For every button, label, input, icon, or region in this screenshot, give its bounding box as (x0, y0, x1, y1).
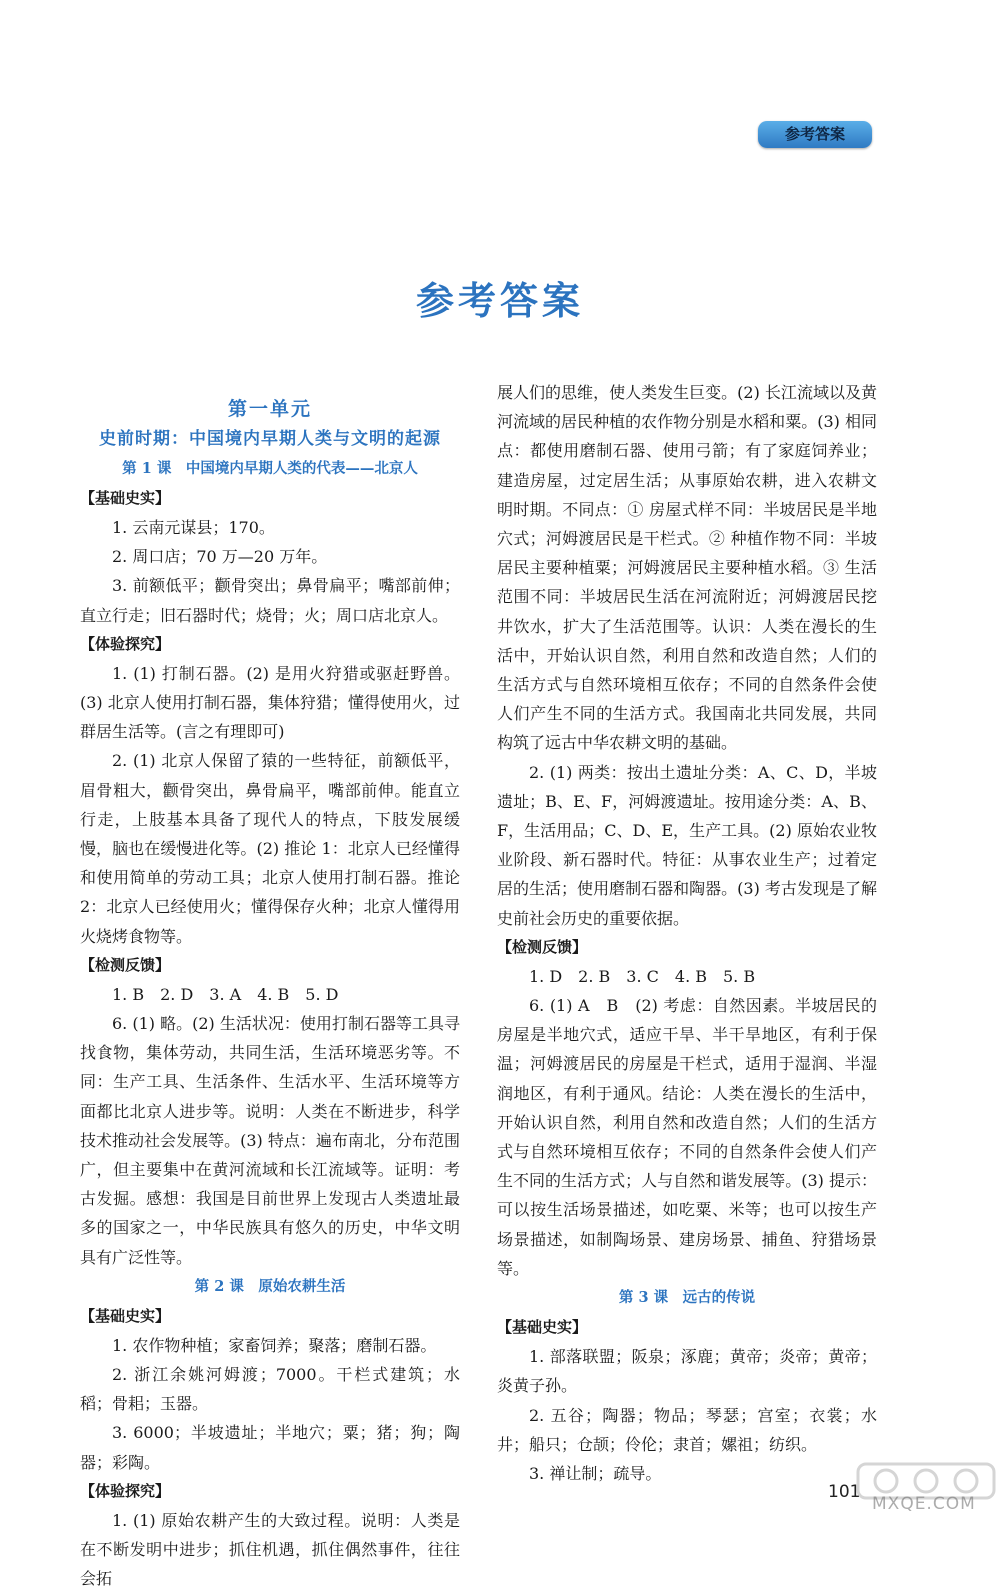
answer-paragraph: 2. (1) 北京人保留了猿的一些特征，前额低平，眉骨粗大，颧骨突出，鼻骨扁平，嘴部前伸。能直立行走，上肢基本具备了现代人的特点，下肢发展缓慢，脑也在缓慢进化等。(2) 推论 1：北京人已经懂得和使用简单的劳动工具；北京人使用打制石器。推论 2：北京人已经使用火；懂得保存火种；北京人懂得用火烧烤食物等。 (80, 751, 460, 946)
section-heading: 【基础史实】 (497, 1318, 588, 1337)
answer-paragraph: 2. (1) 两类：按出土遗址分类：A、C、D，半坡遗址；B、E、F，河姆渡遗址。按用途分类：A、B、F，生活用品；C、D、E，生产工具。(2) 原始农业牧业阶段、新石器时代。特征：从事农业生产；过着定居的生活；使用磨制石器和陶器。(3) 考古发现是了解史前社会历史的重要依据。 (497, 762, 877, 928)
answer-paragraph: 1. 云南元谋县；170。 (112, 518, 275, 537)
section-heading: 【体验探究】 (80, 1481, 171, 1500)
answer-paragraph: 3. 前额低平；颧骨突出；鼻骨扁平；嘴部前伸；直立行走；旧石器时代；烧骨；火；周口店北京人。 (80, 576, 460, 625)
section-heading: 【基础史实】 (80, 1306, 171, 1325)
answer-paragraph: 1. 部落联盟；阪泉；涿鹿；黄帝；炎帝；黄帝；炎黄子孙。 (497, 1347, 877, 1396)
section-heading: 【检测反馈】 (497, 937, 588, 956)
answer-paragraph: 6. (1) 略。(2) 生活状况：使用打制石器等工具寻找食物，集体劳动，共同生活，生活环境恶劣等。不同：生产工具、生活条件、生活水平、生活环境等方面都比北京人进步等。说明：人类在不断进步，科学技术推动社会发展等。(3) 特点：遍布南北，分布范围广，但主要集中在黄河流域和长江流域等。证明：考古发掘。感想：我国是目前世界上发现古人类遗址最多的国家之一，中华民族具有悠久的历史，中华文明具有广泛性等。 (80, 1014, 460, 1267)
unit-title: 第一单元 (227, 398, 312, 420)
lesson-1-heading: 第 1 课 中国境内早期人类的代表——北京人 (122, 460, 418, 477)
answer-paragraph: 2. 浙江余姚河姆渡；7000。干栏式建筑；水稻；骨耜；玉器。 (80, 1365, 460, 1414)
page-title: 参考答案 (415, 278, 584, 323)
answer-paragraph: 3. 6000；半坡遗址；半地穴；粟；猪；狗；陶器；彩陶。 (80, 1423, 460, 1472)
answer-paragraph: 2. 五谷；陶器；物品；琴瑟；宫室；衣裳；水井；船只；仓颉；伶伦；隶首；嫘祖；纺织。 (497, 1405, 877, 1454)
reference-answers-badge: 参考答案 (758, 121, 872, 148)
answer-paragraph: 6. (1) A B (2) 考虑：自然因素。半坡居民的房屋是半地穴式，适应干旱、半干旱地区，有利于保温；河姆渡居民的房屋是干栏式，适用于湿润、半湿润地区，有利于通风。结论：人类在漫长的生活中，开始认识自然，利用自然和改造自然；人们的生活方式与自然环境相互依存；不同的自然条件会使人们产生不同的生活方式；人与自然和谐发展等。(3) 提示：可以按生活场景描述，如吃粟、米等；也可以按生产场景描述，如制陶场景、建房场景、捕鱼、狩猎场景等。 (497, 996, 877, 1278)
unit-subtitle: 史前时期：中国境内早期人类与文明的起源 (99, 429, 441, 449)
answer-paragraph: 1. 农作物种植；家畜饲养；聚落；磨制石器。 (112, 1335, 437, 1355)
section-heading: 【检测反馈】 (80, 955, 171, 974)
answer-paragraph: 展人们的思维，使人类发生巨变。(2) 长江流域以及黄河流域的居民种植的农作物分别是水稻和粟。(3) 相同点：都使用磨制石器、使用弓箭；有了家庭饲养业；建造房屋，过定居生活；从事原始农耕，进入农耕文明时期。不同点：① 房屋式样不同：半坡居民是半地穴式；河姆渡居民是干栏式。② 种植作物不同：半坡居民主要种植粟；河姆渡居民主要种植水稻。③ 生活范围不同：半坡居民生活在河流附近；河姆渡居民挖井饮水，扩大了生活范围等。认识：人类在漫长的生活中，开始认识自然，利用自然和改造自然；人们的生活方式与自然环境相互依存；不同的自然条件会使人们产生不同的生活方式。我国南北共同发展，共同构筑了远古中华农耕文明的基础。 (497, 383, 877, 753)
section-heading: 【基础史实】 (80, 489, 171, 507)
answer-paragraph: 1. (1) 原始农耕产生的大致过程。说明：人类是在不断发明中进步；抓住机遇，抓住偶然事件，往往会拓 (80, 1510, 460, 1589)
lesson-2-heading: 第 2 课 原始农耕生活 (194, 1277, 346, 1295)
section-heading: 【体验探究】 (80, 634, 171, 653)
answer-paragraph: 1. B 2. D 3. A 4. B 5. D (112, 984, 339, 1004)
answer-paragraph: 1. (1) 打制石器。(2) 是用火狩猎或驱赶野兽。(3) 北京人使用打制石器，集体狩猎；懂得使用火，过群居生活等。(言之有理即可) (80, 663, 460, 742)
watermark-text: MXQE.COM (872, 1494, 976, 1514)
right-column (497, 378, 877, 1488)
lesson-3-heading: 第 3 课 远古的传说 (618, 1289, 756, 1307)
answer-paragraph: 1. D 2. B 3. C 4. B 5. B (529, 966, 756, 986)
page-number: 101 (828, 1482, 861, 1502)
answer-paragraph: 2. 周口店；70 万—20 万年。 (112, 547, 328, 567)
answer-paragraph: 3. 禅让制；疏导。 (529, 1463, 662, 1483)
left-column (80, 378, 460, 1594)
